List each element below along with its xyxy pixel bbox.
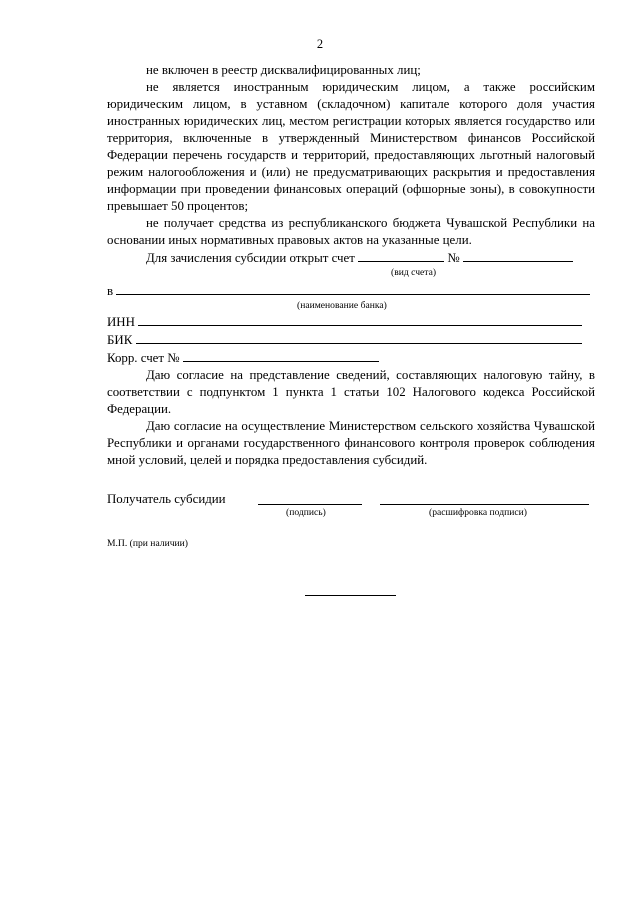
decoding-caption: (расшифровка подписи) <box>429 507 527 518</box>
bank-line <box>107 282 595 300</box>
paragraph-foreign-entity: не является иностранным юридическим лицом, а также российским юридическим лицом, в уставном (складочном) капитале которого доля участия иностранных юридических лиц, местом регистрации которых является государство или территория, включенные в утвержденный Министерством финансов Российской Федерации перечень государств и территорий, предоставляющих льготный налоговый режим налогообложения и (или) не предусматривающих раскрытия и предоставления информации при проведении финансовых операций (офшорные зоны), в совокупности превышает 50 процентов; <box>107 80 595 213</box>
account-number-field <box>463 249 573 262</box>
signature-line <box>258 490 362 505</box>
paragraph-disqualified: не включен в реестр дисквалифицированных лиц; <box>146 63 421 77</box>
bank-caption: (наименование банка) <box>297 300 387 311</box>
corr-account-field <box>183 349 379 362</box>
bik-field <box>136 331 582 344</box>
account-line <box>107 249 595 267</box>
document-body <box>107 62 595 469</box>
recipient-label: Получатель субсидии <box>107 492 226 506</box>
corr-account-label: Корр. счет № <box>107 351 180 365</box>
paragraph-budget-funds: не получает средства из республиканского бюджета Чувашской Республики на основании иных нормативных правовых актов на указанные цели. <box>107 216 595 247</box>
bank-name-field <box>116 282 590 295</box>
decoding-line <box>380 490 589 505</box>
stamp-label: М.П. (при наличии) <box>107 538 188 549</box>
signature-caption: (подпись) <box>286 507 326 518</box>
inn-label: ИНН <box>107 315 135 329</box>
page-number: 2 <box>316 37 324 51</box>
consent-inspection: Даю согласие на осуществление Министерством сельского хозяйства Чувашской Республики и органами государственного финансового контроля проверок соблюдения мной условий, целей и порядка предоставления субсидий. <box>107 419 595 467</box>
inn-line <box>107 313 595 331</box>
account-type-field <box>358 249 444 262</box>
consent-tax-secret: Даю согласие на представление сведений, составляющих налоговую тайну, в соответствии с подпунктом 1 пункта 1 статьи 102 Налогового кодекса Российской Федерации. <box>107 368 595 416</box>
account-type-caption: (вид счета) <box>391 267 437 278</box>
inn-field <box>138 313 582 326</box>
number-sign: № <box>447 251 460 265</box>
account-opened-text: Для зачисления субсидии открыт счет <box>146 251 355 265</box>
corr-account-line <box>107 349 595 367</box>
closing-rule <box>305 595 396 596</box>
bank-prefix: в <box>107 284 114 298</box>
bik-label: БИК <box>107 333 133 347</box>
bik-line <box>107 331 595 349</box>
